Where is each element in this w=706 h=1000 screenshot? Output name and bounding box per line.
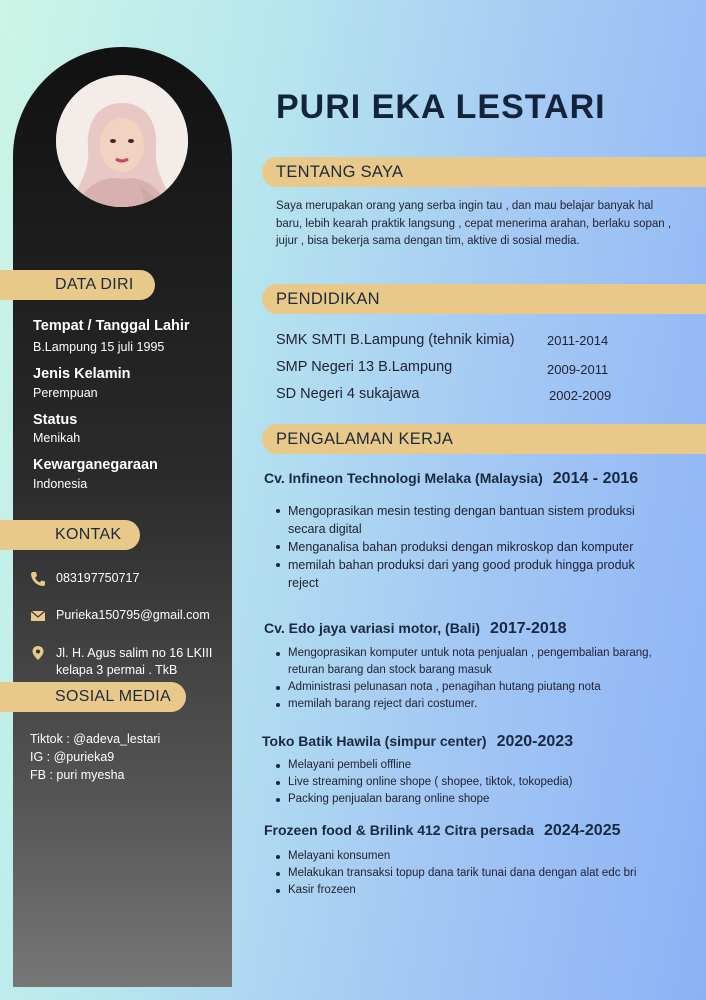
email-address[interactable]: Purieka150795@gmail.com	[56, 608, 210, 622]
full-name: PURI EKA LESTARI	[276, 88, 606, 126]
list-item: Administrasi pelunasan nota , penagihan hutang piutang nota	[274, 679, 674, 696]
address-line-2: kelapa 3 permai . TkB	[56, 663, 178, 677]
list-item: Mengoprasikan mesin testing dengan bantuan sistem produksi secara digital	[274, 502, 654, 538]
kontak-heading: KONTAK	[0, 520, 140, 550]
mail-icon	[30, 608, 46, 624]
education-years-3: 2002-2009	[549, 388, 612, 403]
social-tiktok: Tiktok : @adeva_lestari	[30, 732, 161, 746]
about-heading: TENTANG SAYA	[262, 157, 706, 187]
location-pin-icon	[30, 645, 46, 661]
education-school-3: SD Negeri 4 sukajawa	[276, 386, 420, 402]
birth-label: Tempat / Tanggal Lahir	[33, 318, 190, 334]
job-years: 2024-2025	[543, 822, 621, 839]
education-school-2: SMP Negeri 13 B.Lampung	[276, 359, 453, 375]
job-duties-2	[274, 645, 674, 713]
job-years: 2014 - 2016	[552, 470, 639, 487]
status-value: Menikah	[33, 431, 81, 445]
job-company: Frozeen food & Brilink 412 Citra persada	[264, 822, 534, 838]
list-item: Mengoprasikan komputer untuk nota penjualan , pengembalian barang, returan barang dan stock barang masuk	[274, 645, 674, 679]
nationality-value: Indonesia	[33, 477, 88, 491]
job-duties-4	[274, 848, 654, 899]
social-instagram: IG : @purieka9	[30, 750, 115, 764]
job-title-4	[264, 822, 620, 840]
job-company: Cv. Edo jaya variasi motor, (Bali)	[264, 620, 481, 636]
social-facebook: FB : puri myesha	[30, 768, 125, 782]
job-title-3	[262, 733, 573, 751]
job-duties-1	[274, 502, 654, 592]
sosial-media-heading: SOSIAL MEDIA	[0, 682, 186, 712]
job-duties-3	[274, 757, 674, 808]
phone-icon	[30, 571, 46, 587]
list-item: Melakukan transaksi topup dana tarik tunai dana dengan alat edc bri	[274, 865, 654, 882]
experience-heading: PENGALAMAN KERJA	[262, 424, 706, 454]
list-item: memilah barang reject dari costumer.	[274, 696, 674, 713]
education-heading: PENDIDIKAN	[262, 284, 706, 314]
email-row	[30, 608, 210, 624]
job-years: 2017-2018	[490, 620, 567, 637]
gender-label: Jenis Kelamin	[33, 366, 131, 382]
job-title-1	[264, 470, 638, 488]
birth-value: B.Lampung 15 juli 1995	[33, 340, 165, 354]
job-title-2	[264, 620, 567, 638]
gender-value: Perempuan	[33, 386, 98, 400]
status-label: Status	[33, 412, 78, 428]
job-company: Toko Batik Hawila (simpur center)	[262, 733, 487, 749]
address-line-1: Jl. H. Agus salim no 16 LKIII	[56, 646, 213, 660]
list-item: Live streaming online shope ( shopee, tiktok, tokopedia)	[274, 774, 674, 791]
phone-row	[30, 571, 139, 587]
list-item: Packing penjualan barang online shope	[274, 791, 674, 808]
profile-photo	[56, 75, 188, 207]
phone-number[interactable]: 083197750717	[56, 571, 140, 585]
list-item: memilah bahan produksi dari yang good produk hingga produk reject	[274, 556, 654, 592]
list-item: Menganalisa bahan produksi dengan mikroskop dan komputer	[274, 538, 654, 556]
education-school-1: SMK SMTI B.Lampung (tehnik kimia)	[276, 332, 515, 348]
list-item: Kasir frozeen	[274, 882, 654, 899]
list-item: Melayani pembeli offline	[274, 757, 674, 774]
education-years-2: 2009-2011	[547, 362, 609, 377]
list-item: Melayani konsumen	[274, 848, 654, 865]
job-years: 2020-2023	[496, 733, 574, 750]
data-diri-heading: DATA DIRI	[0, 270, 155, 300]
job-company: Cv. Infineon Technologi Melaka (Malaysia)	[264, 470, 543, 486]
education-years-1: 2011-2014	[547, 333, 609, 348]
about-text: Saya merupakan orang yang serba ingin tau , dan mau belajar banyak hal baru, lebih kearah praktik langsung , cepat menerima arahan, berlaku sopan , jujur , bisa bekerja sama dengan tim, aktive di sosial media.	[276, 200, 672, 247]
address-row	[30, 645, 212, 679]
nationality-label: Kewarganegaraan	[33, 457, 158, 473]
